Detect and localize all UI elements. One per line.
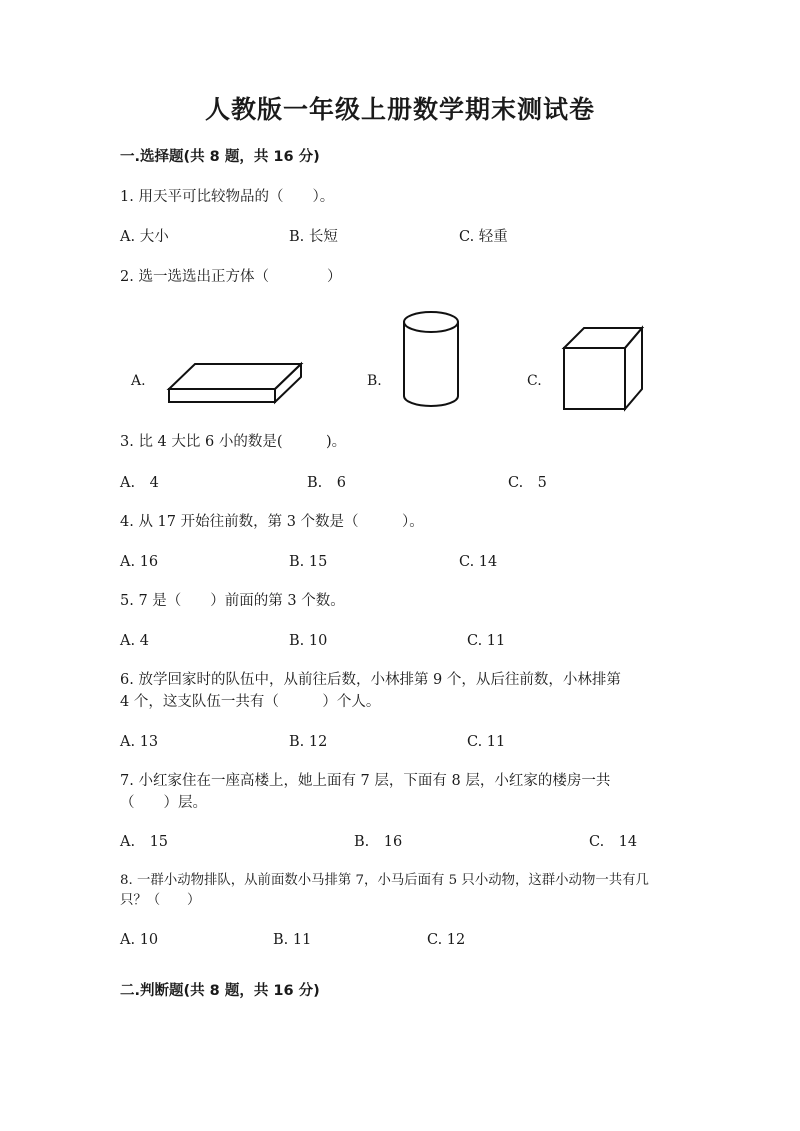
cube-icon <box>560 324 646 412</box>
question-7-text-line-2: （ ）层。 <box>120 795 207 811</box>
question-2-text: 2. 选一选选出正方体（ ） <box>120 269 342 285</box>
question-3-text: 3. 比 4 大比 6 小的数是( )。 <box>120 434 347 450</box>
question-3-option-b[interactable]: B. 6 <box>307 475 346 491</box>
question-1-option-c[interactable]: C. 轻重 <box>459 229 508 245</box>
question-1-option-a[interactable]: A. 大小 <box>120 229 169 245</box>
question-8-option-b[interactable]: B. 11 <box>273 932 312 948</box>
question-5-option-a[interactable]: A. 4 <box>120 633 149 649</box>
flat-cuboid-icon <box>165 360 305 405</box>
question-7-text-line-1: 7. 小红家住在一座高楼上，她上面有 7 层，下面有 8 层，小红家的楼房一共 <box>120 773 611 789</box>
question-2-option-b[interactable]: B. <box>367 373 382 389</box>
question-8-text-line-1: 8. 一群小动物排队，从前面数小马排第 7，小马后面有 5 只小动物，这群小动物一共有几 <box>120 873 649 888</box>
question-2-option-a[interactable]: A. <box>131 373 146 389</box>
question-7-option-b[interactable]: B. 16 <box>354 834 403 850</box>
question-2-option-c[interactable]: C. <box>527 373 542 389</box>
question-7-option-a[interactable]: A. 15 <box>120 834 169 850</box>
question-1-option-b[interactable]: B. 长短 <box>289 229 338 245</box>
question-8-option-c[interactable]: C. 12 <box>427 932 466 948</box>
question-8-option-a[interactable]: A. 10 <box>120 932 159 948</box>
question-5-option-b[interactable]: B. 10 <box>289 633 328 649</box>
question-5-option-c[interactable]: C. 11 <box>467 633 506 649</box>
question-6-text-line-2: 4 个，这支队伍一共有（ ）个人。 <box>120 694 381 710</box>
page-title: 人教版一年级上册数学期末测试卷 <box>204 95 595 124</box>
question-4-option-b[interactable]: B. 15 <box>289 554 328 570</box>
question-4-text: 4. 从 17 开始往前数，第 3 个数是（ ）。 <box>120 514 424 530</box>
question-3-option-a[interactable]: A. 4 <box>120 475 159 491</box>
question-7-option-c[interactable]: C. 14 <box>589 834 638 850</box>
question-4-option-a[interactable]: A. 16 <box>120 554 159 570</box>
question-5-text: 5. 7 是（ ）前面的第 3 个数。 <box>120 593 345 609</box>
question-6-option-b[interactable]: B. 12 <box>289 734 328 750</box>
question-6-option-c[interactable]: C. 11 <box>467 734 506 750</box>
section-heading-choice: 一.选择题(共 8 题，共 16 分) <box>120 149 320 165</box>
section-heading-judgement: 二.判断题(共 8 题，共 16 分) <box>120 983 320 999</box>
question-6-option-a[interactable]: A. 13 <box>120 734 159 750</box>
question-1-text: 1. 用天平可比较物品的（ ）。 <box>120 189 335 205</box>
question-4-option-c[interactable]: C. 14 <box>459 554 498 570</box>
question-8-text-line-2: 只？（ ） <box>120 893 201 908</box>
cylinder-icon <box>400 308 462 410</box>
question-6-text-line-1: 6. 放学回家时的队伍中，从前往后数，小林排第 9 个，从后往前数，小林排第 <box>120 672 621 688</box>
question-3-option-c[interactable]: C. 5 <box>508 475 547 491</box>
